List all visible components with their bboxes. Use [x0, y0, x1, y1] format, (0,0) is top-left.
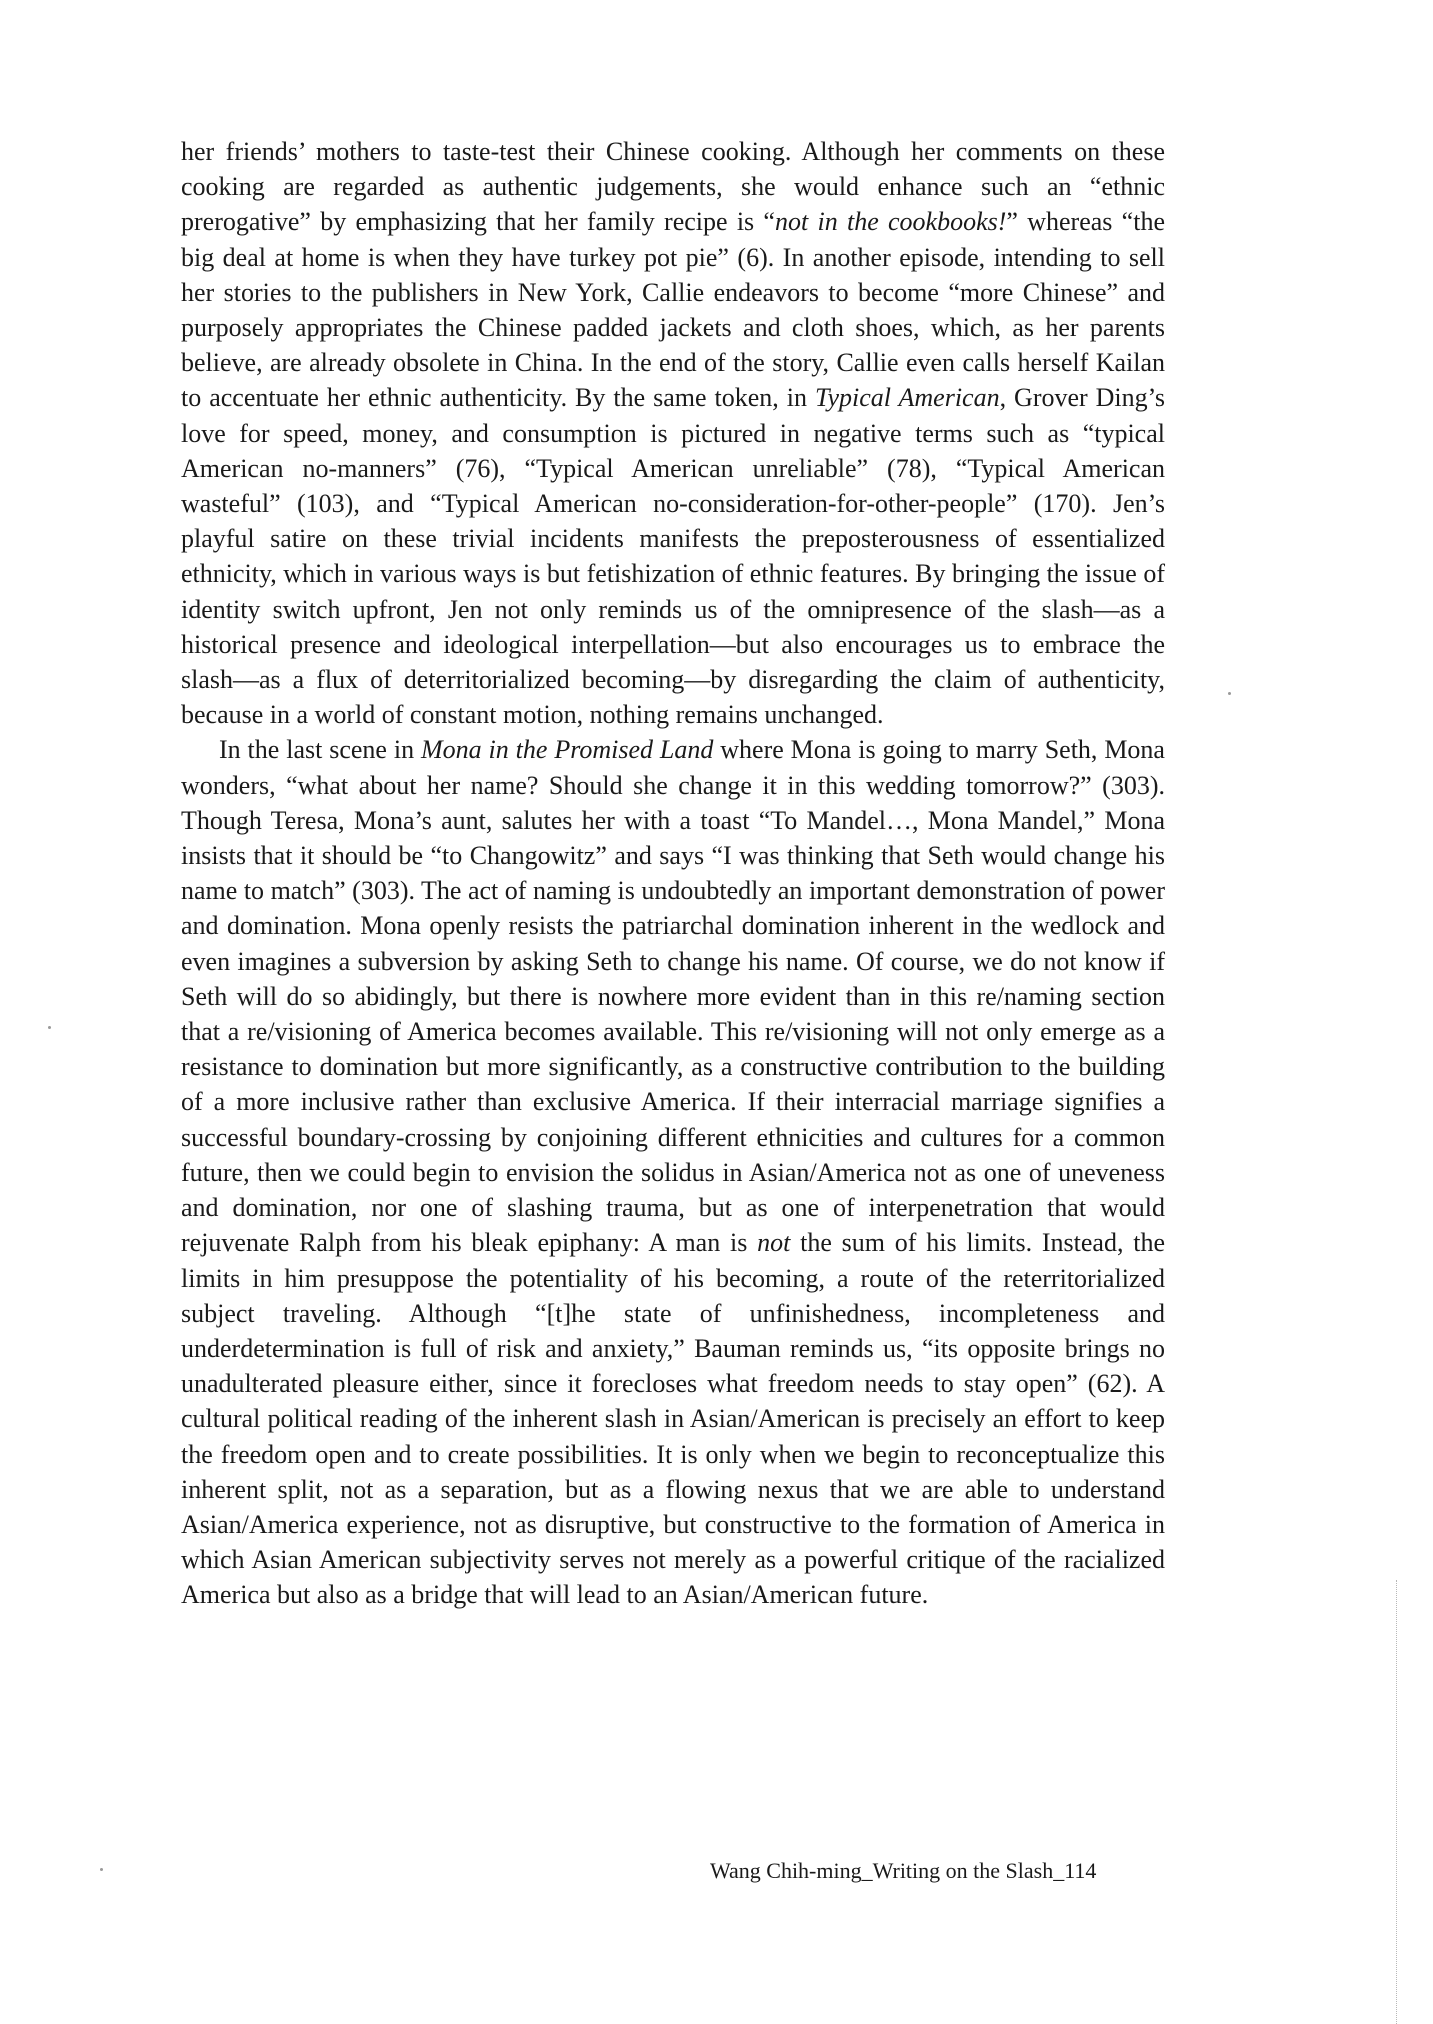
paragraph [181, 732, 1165, 1612]
text-run: her friends’ mothers to taste-test their Chinese cooking. Although her comments on these cooking are regarded as authentic judgements, she would enhance such an “ethnic prerogative” by emphasizing that her family recipe is “ [181, 137, 1165, 237]
text-run: where Mona is going to marry Seth, Mona wonders, “what about her name? Should she change it in this wedding tomorrow?” (303). Though Teresa, Mona’s aunt, salutes her with a toast “To Mandel…, Mona Mandel,” Mona insists that it should be “to Changowitz” and says “I was thinking that Seth would change his name to match” (303). The act of naming is undoubtedly an important demonstration of power and domination. Mona openly resists the patriarchal domination inherent in the wedlock and even imagines a subversion by asking Seth to change his name. Of course, we do not know if Seth will do so abidingly, but there is nowhere more evident than in this re/naming section that a re/visioning of America becomes available. This re/visioning will not only emerge as a resistance to domination but more significantly, as a constructive contribution to the building of a more inclusive rather than exclusive America. If their interracial marriage signifies a successful boundary-crossing by conjoining different ethnicities and cultures for a common future, then we could begin to envision the solidus in Asian/America not as one of uneveness and domination, nor one of slashing trauma, but as one of interpenetration that would rejuvenate Ralph from his bleak epiphany: A man is [181, 735, 1165, 1258]
paragraph [181, 134, 1165, 732]
scan-binding-edge [1396, 1580, 1397, 2024]
italic-text-run: Mona in the Promised Land [420, 735, 714, 765]
body-text [181, 134, 1165, 1613]
text-run: ” whereas “the big deal at home is when they have turkey pot pie” (6). In another episode, intending to sell her stories to the publishers in New York, Callie endeavors to become “more Chinese” and purposely appropriates the Chinese padded jackets and cloth shoes, which, as her parents believe, are already obsolete in China. In the end of the story, Callie even calls herself Kailan to accentuate her ethnic authenticity. By the same token, in [181, 207, 1165, 413]
italic-text-run: not [757, 1228, 791, 1258]
scan-speck [48, 1026, 51, 1029]
text-run: In the last scene in [219, 735, 421, 765]
running-footer: Wang Chih-ming_Writing on the Slash_114 [710, 1858, 1097, 1883]
text-run: , Grover Ding’s love for speed, money, and consumption is pictured in negative terms such as “typical American no-manners” (76), “Typical American unreliable” (78), “Typical American wasteful” (103), and “Typical American no-consideration-for-other-people” (170). Jen’s playful satire on these trivial incidents manifests the preposterousness of essentialized ethnicity, which in various ways is but fetishization of ethnic features. By bringing the issue of identity switch upfront, Jen not only reminds us of the omnipresence of the slash—as a historical presence and ideological interpellation—but also encourages us to embrace the slash—as a flux of deterritorialized becoming—by disregarding the claim of authenticity, because in a world of constant motion, nothing remains unchanged. [181, 383, 1165, 730]
italic-text-run: not in the cookbooks! [774, 207, 1007, 237]
scan-speck [100, 1868, 103, 1871]
scan-speck [1228, 692, 1231, 695]
italic-text-run: Typical American [814, 383, 1000, 413]
text-run: the sum of his limits. Instead, the limits in him presuppose the potentiality of his becoming, a route of the reterritorialized subject traveling. Although “[t]he state of unfinishedness, incompleteness and underdetermination is full of risk and anxiety,” Bauman reminds us, “its opposite brings no unadulterated pleasure either, since it forecloses what freedom needs to stay open” (62). A cultural political reading of the inherent slash in Asian/American is precisely an effort to keep the freedom open and to create possibilities. It is only when we begin to reconceptualize this inherent split, not as a separation, but as a flowing nexus that we are able to understand Asian/America experience, not as disruptive, but constructive to the formation of America in which Asian American subjectivity serves not merely as a powerful critique of the racialized America but also as a bridge that will lead to an Asian/American future. [181, 1228, 1165, 1610]
